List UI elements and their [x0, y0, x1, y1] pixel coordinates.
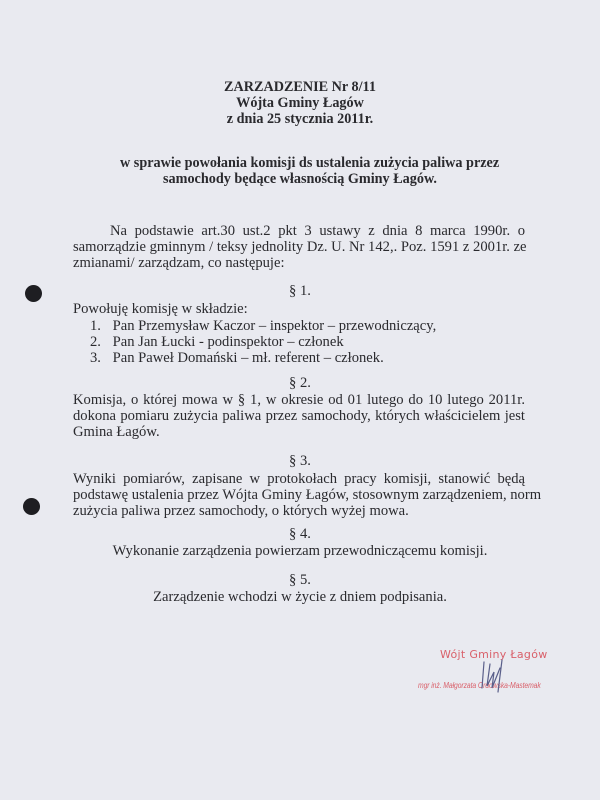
- section-heading: § 1.: [289, 283, 311, 299]
- preamble-line: Na podstawie art.30 ust.2 pkt 3 ustawy z dnia 8 marca 1990r. o: [110, 223, 525, 239]
- document-title: ZARZADZENIE Nr 8/11: [224, 79, 376, 95]
- punch-hole-bottom: [23, 498, 40, 515]
- subject-line: samochody będące własnością Gminy Łagów.: [163, 171, 437, 187]
- section-text-line: zużycia paliwa przez samochody, o których wyżej mowa.: [73, 503, 409, 519]
- section-heading: § 4.: [289, 526, 311, 542]
- document-date: z dnia 25 stycznia 2011r.: [226, 111, 374, 127]
- member-text: Pan Przemysław Kaczor – inspektor – przewodniczący,: [112, 318, 437, 334]
- handwritten-signature: [478, 658, 514, 694]
- member-list-item: [90, 334, 344, 350]
- section-text-line: Komisja, o której mowa w § 1, w okresie od 01 lutego do 10 lutego 2011r.: [73, 392, 525, 408]
- list-number: 3.: [90, 350, 101, 366]
- preamble-line: zmianami/ zarządzam, co następuje:: [73, 255, 285, 271]
- preamble-line: samorządzie gminnym / teksy jednolity Dz. U. Nr 142,. Poz. 1591 z 2001r. ze: [73, 239, 527, 255]
- section-text-line: podstawę ustalenia przez Wójta Gminy Łagów, stosownym zarządzeniem, norm: [73, 487, 542, 503]
- stamp-title: Wójt Gminy Łagów: [440, 648, 548, 661]
- list-number: 1.: [90, 318, 101, 334]
- stamp-name: mgr inż. Małgorzata Ordowska-Mastemak: [418, 681, 541, 690]
- section-text-line: Wykonanie zarządzenia powierzam przewodniczącemu komisji.: [112, 543, 488, 559]
- subject-line: w sprawie powołania komisji ds ustalenia zużycia paliwa przez: [120, 155, 500, 171]
- section-text-line: Zarządzenie wchodzi w życie z dniem podpisania.: [153, 589, 447, 605]
- section-heading: § 3.: [289, 453, 311, 469]
- section-heading: § 2.: [289, 375, 311, 391]
- list-number: 2.: [90, 334, 101, 350]
- section-intro: Powołuję komisję w składzie:: [73, 301, 248, 317]
- section-text-line: Wyniki pomiarów, zapisane w protokołach pracy komisji, stanowić będą: [73, 471, 525, 487]
- member-text: Pan Paweł Domański – mł. referent – członek.: [112, 350, 384, 366]
- member-list-item: [90, 318, 436, 334]
- section-text-line: Gmina Łagów.: [73, 424, 160, 440]
- document-issuer: Wójta Gminy Łagów: [236, 95, 364, 111]
- member-text: Pan Jan Łucki - podinspektor – członek: [112, 334, 344, 350]
- section-heading: § 5.: [289, 572, 311, 588]
- section-text-line: dokona pomiaru zużycia paliwa przez samochody, których właścicielem jest: [73, 408, 525, 424]
- member-list-item: [90, 350, 384, 366]
